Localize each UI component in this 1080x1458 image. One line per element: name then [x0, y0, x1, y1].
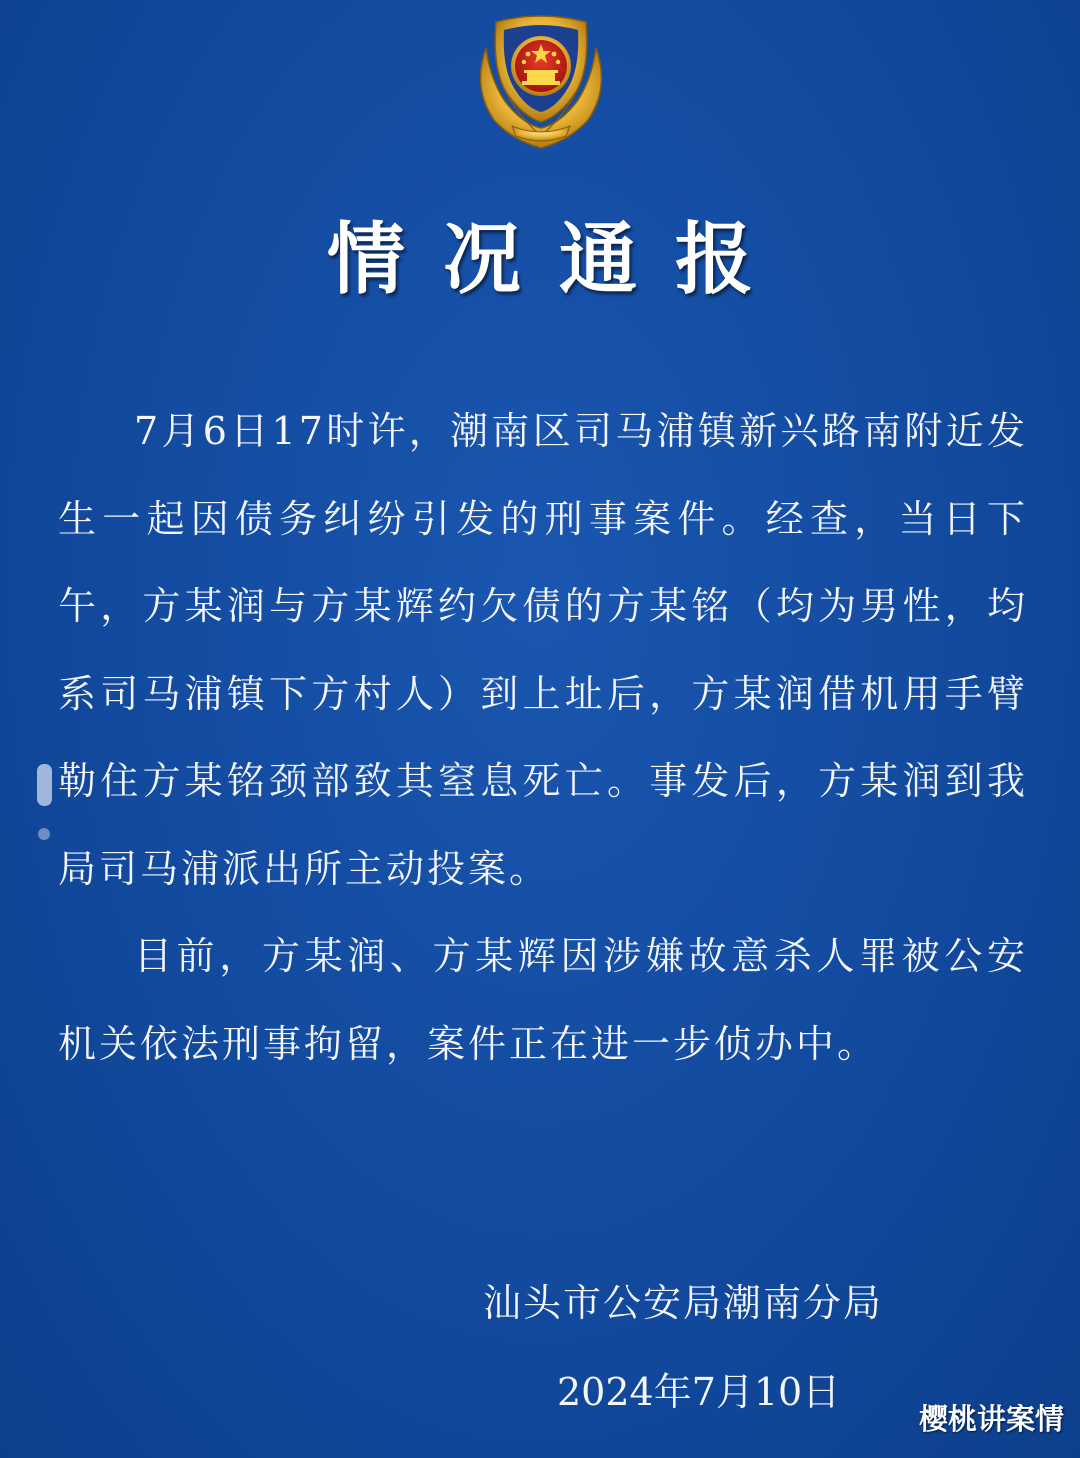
scroll-indicator-dot	[38, 828, 50, 840]
paragraph-1: 7月6日17时许，潮南区司马浦镇新兴路南附近发生一起因债务纠纷引发的刑事案件。经查，当日下午，方某润与方某辉约欠债的方某铭（均为男性，均系司马浦镇下方村人）到上址后，方某润借机用手臂勒住方某铭颈部致其窒息死亡。事发后，方某润到我局司马浦派出所主动投案。	[58, 409, 1028, 891]
notice-body	[58, 388, 1028, 1088]
issue-date: 2024年7月10日	[557, 1370, 841, 1414]
issuing-authority: 汕头市公安局潮南分局	[483, 1281, 884, 1325]
page-title: 情况通报	[326, 215, 791, 305]
watermark: 樱桃讲案情	[918, 1402, 1064, 1436]
paragraph-2: 目前，方某润、方某辉因涉嫌故意杀人罪被公安机关依法刑事拘留，案件正在进一步侦办中。	[58, 934, 1028, 1066]
police-emblem-icon	[468, 8, 614, 156]
scroll-handle[interactable]	[37, 764, 52, 806]
